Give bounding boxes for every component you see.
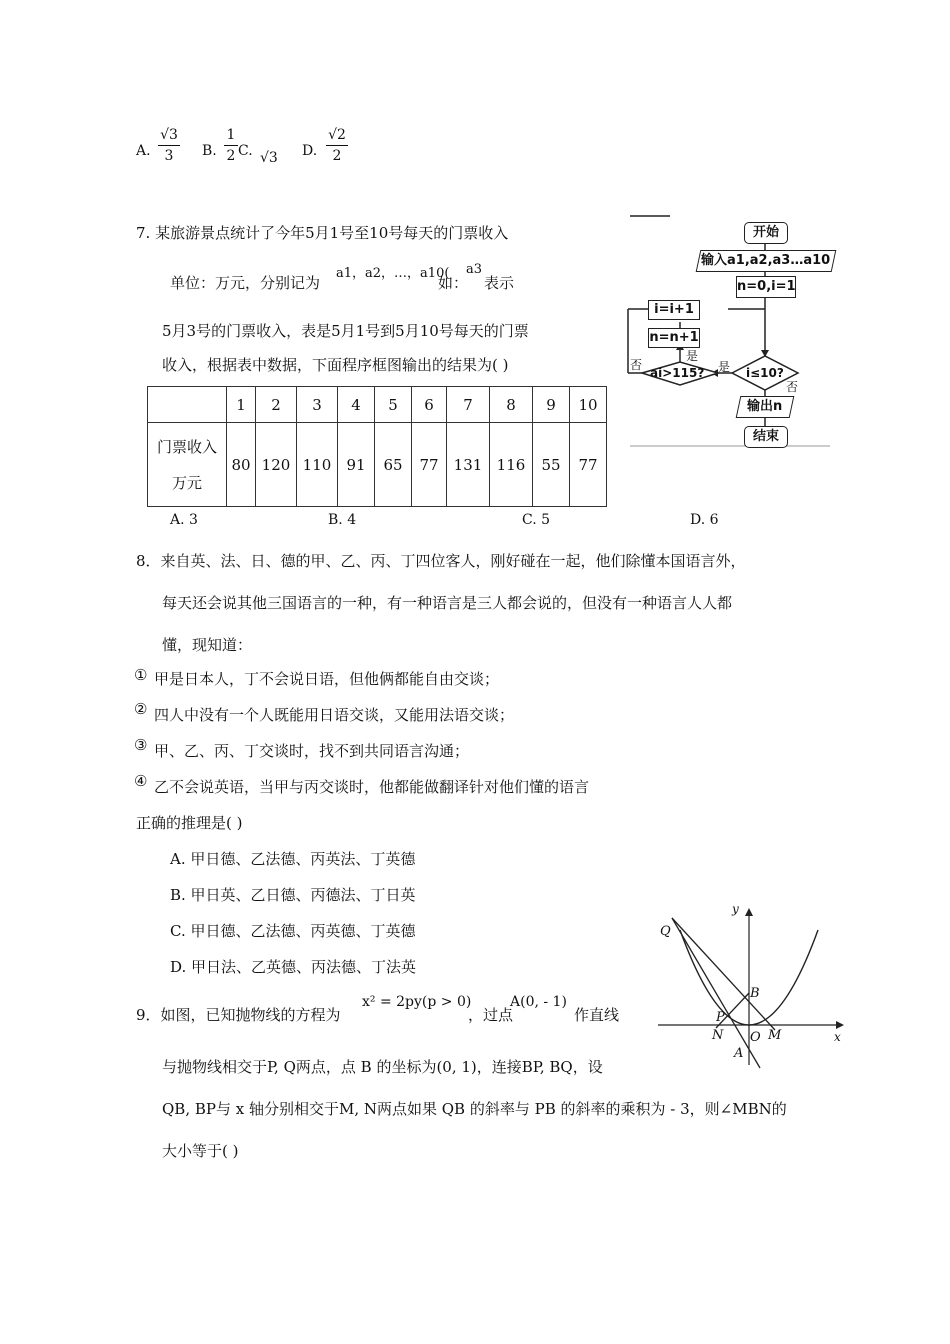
q8-line-3: 懂，现知道： [162, 636, 253, 654]
q9-line-3: QB, BP与 x 轴分别相交于M, N两点如果 QB 的斜率与 PB 的斜率的乘积为 - 3，则∠MBN的 [162, 1100, 787, 1118]
q7-option-c: C. 5 [522, 512, 551, 528]
table-corner-cell [148, 387, 227, 423]
table-day-cell: 3 [297, 387, 338, 423]
table-value-cell: 65 [375, 423, 412, 507]
table-value-cell: 131 [447, 423, 490, 507]
q7-line-2-mid: 如： [438, 274, 469, 292]
q6-b-denominator: 2 [226, 148, 236, 164]
table-row-label-line-2: 万元 [171, 473, 202, 492]
flowchart-end: 结束 [744, 426, 788, 448]
q8-line-2: 每天还会说其他三国语言的一种，有一种语言是三人都会说的，但没有一种语言人人都 [162, 594, 733, 612]
q8-item-4-text: 乙不会说英语，当甲与丙交谈时，他都能做翻译针对他们懂的语言 [154, 778, 590, 796]
q9-line-2: 与抛物线相交于P, Q两点，点 B 的坐标为(0, 1)，连接BP, BQ，设 [162, 1058, 603, 1076]
q7-option-b: B. 4 [328, 512, 357, 528]
q8-item-3-mark: ③ [134, 736, 148, 754]
flowchart-output [736, 396, 795, 418]
q8-option-c: C. 甲日德、乙法德、丙英德、丁英德 [170, 922, 416, 940]
q9-line-1-suffix: 作直线 [574, 1006, 620, 1024]
table-value-row [148, 423, 607, 507]
ticket-income-table [147, 386, 607, 507]
q6-option-c-value: √3 [260, 150, 278, 166]
q6-b-numerator: 1 [226, 127, 236, 143]
flowchart-no-label: 否 [630, 358, 643, 372]
table-value-cell: 77 [570, 423, 607, 507]
q7-sequence: a1，a2，…，a10( [336, 266, 450, 281]
q8-option-a: A. 甲日德、乙法德、丙英法、丁英德 [170, 850, 416, 868]
table-day-cell: 4 [338, 387, 375, 423]
q6-a-denominator: 3 [164, 148, 174, 164]
table-day-cell: 7 [447, 387, 490, 423]
table-day-cell: 6 [412, 387, 447, 423]
q6-option-b-fraction [224, 128, 238, 163]
q8-option-b: B. 甲日英、乙日德、丙德法、丁日英 [170, 886, 416, 904]
table-day-cell: 9 [533, 387, 570, 423]
q6-a-numerator: √3 [160, 127, 178, 143]
table-value-cell: 120 [256, 423, 297, 507]
table-row-label [148, 423, 227, 507]
figure-label-m: M [768, 1028, 782, 1043]
q8-item-2-mark: ② [134, 700, 148, 718]
figure-label-p: P [716, 1010, 725, 1025]
figure-label-n: N [712, 1028, 724, 1043]
table-value-cell: 80 [227, 423, 256, 507]
flowchart-condition-a: ai>115? [650, 366, 705, 380]
q6-option-b-label: B. [202, 143, 217, 159]
figure-label-y: y [732, 902, 739, 916]
table-day-cell: 1 [227, 387, 256, 423]
flowchart-yes-label-2: 是 [718, 360, 731, 374]
flowchart-input [696, 250, 837, 272]
q7-line-2-prefix: 单位：万元，分别记为 [170, 274, 321, 292]
figure-label-a: A [734, 1046, 744, 1061]
q8-item-1-mark: ① [134, 666, 148, 684]
q6-option-a-fraction [158, 128, 180, 163]
table-header-row [148, 387, 607, 423]
flowchart-no-label-2: 否 [786, 380, 799, 394]
figure-label-o: O [750, 1030, 761, 1045]
q9-parabola-equation: x² = 2py(p > 0) [362, 994, 472, 1010]
q8-item-1-text: 甲是日本人，丁不会说日语，但他俩都能自由交谈； [154, 670, 500, 688]
q8-item-3-text: 甲、乙、丙、丁交谈时，找不到共同语言沟通； [154, 742, 470, 760]
flowchart-increment-n: n=n+1 [648, 328, 700, 348]
q7-option-a: A. 3 [170, 512, 198, 528]
q7-line-3: 5月3号的门票收入，表是5月1号到5月10号每天的门票 [162, 322, 529, 340]
figure-label-x: x [834, 1030, 841, 1044]
table-day-cell: 8 [490, 387, 533, 423]
q6-option-d-fraction [326, 128, 348, 163]
q6-d-numerator: √2 [328, 127, 346, 143]
table-value-cell: 91 [338, 423, 375, 507]
flowchart-condition-i: i≤10? [746, 366, 784, 380]
q8-item-4-mark: ④ [134, 772, 148, 790]
q7-option-d: D. 6 [690, 512, 719, 528]
q7-line-4: 收入，根据表中数据，下面程序框图输出的结果为( ) [162, 356, 509, 374]
q9-line-1-prefix: 9．如图，已知抛物线的方程为 [136, 1006, 341, 1024]
table-day-cell: 2 [256, 387, 297, 423]
flowchart-input-text: 输入a1,a2,a3…a10 [701, 253, 831, 268]
q7-line-2-suffix: 表示 [484, 274, 515, 292]
q8-item-2-text: 四人中没有一个人既能用日语交谈，又能用法语交谈； [154, 706, 515, 724]
q8-question: 正确的推理是( ) [136, 814, 243, 832]
table-day-cell: 10 [570, 387, 607, 423]
flowchart-output-text: 输出n [747, 399, 783, 414]
flowchart-init: n=0,i=1 [736, 276, 796, 298]
q8-option-d: D. 甲日法、乙英德、丙法德、丁法英 [170, 958, 417, 976]
q7-a3: a3 [466, 262, 483, 277]
flowchart-yes-label: 是 [686, 349, 699, 363]
table-value-cell: 116 [490, 423, 533, 507]
q7-line-1: 7. 某旅游景点统计了今年5月1号至10号每天的门票收入 [136, 224, 509, 242]
q9-point-a: A(0, - 1) [510, 994, 567, 1010]
table-day-cell: 5 [375, 387, 412, 423]
q8-line-1: 8．来自英、法、日、德的甲、乙、丙、丁四位客人，刚好碰在一起，他们除懂本国语言外， [136, 552, 746, 570]
flowchart-start: 开始 [744, 222, 788, 244]
table-value-cell: 77 [412, 423, 447, 507]
q9-line-4: 大小等于( ) [162, 1142, 239, 1160]
q6-d-denominator: 2 [332, 148, 342, 164]
q6-option-c-label: C. [238, 143, 253, 159]
q6-option-d-label: D. [302, 143, 318, 159]
table-value-cell: 110 [297, 423, 338, 507]
table-row-label-line-1: 门票收入 [156, 437, 217, 456]
q6-option-a-label: A. [136, 143, 151, 159]
figure-label-b: B [750, 986, 760, 1001]
figure-label-q: Q [660, 924, 671, 939]
flowchart-increment-i: i=i+1 [648, 300, 700, 320]
q9-line-1-mid: ，过点 [468, 1006, 514, 1024]
table-value-cell: 55 [533, 423, 570, 507]
